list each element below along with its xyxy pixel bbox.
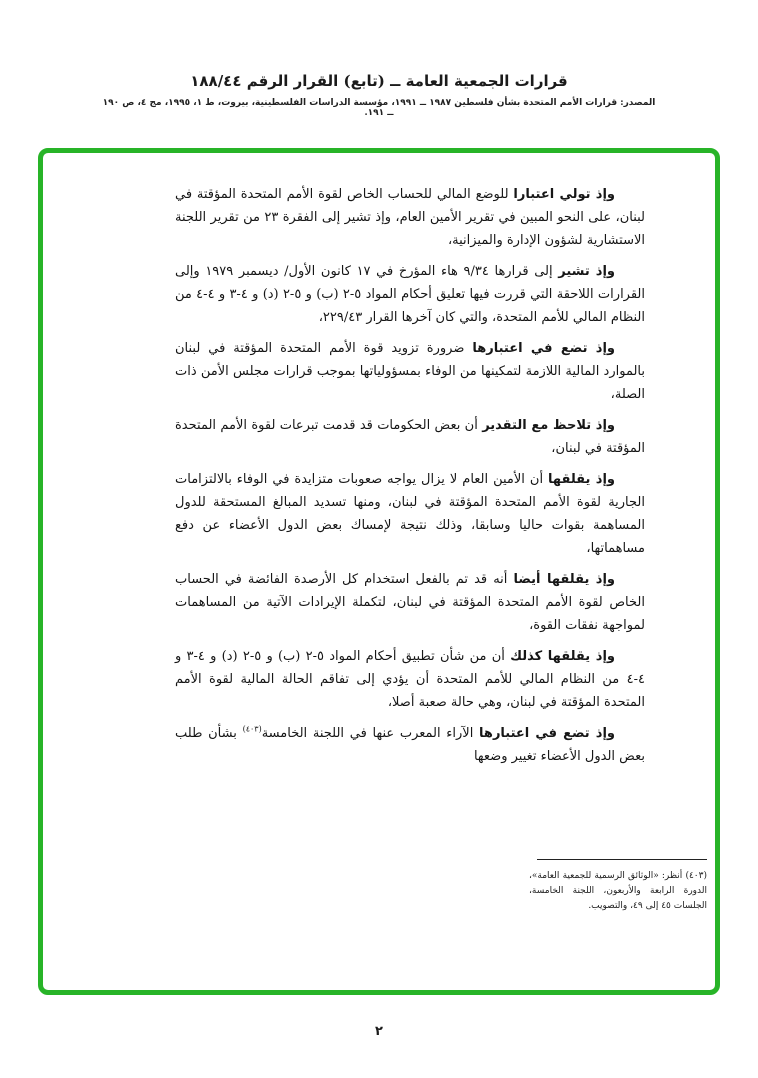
- footnote-divider: [537, 859, 707, 860]
- paragraph-lead: وإذ يقلقها: [548, 472, 615, 487]
- page-header: [0, 72, 758, 118]
- paragraph-lead: وإذ تولي اعتبارا: [513, 187, 615, 202]
- paragraph-lead: وإذ تضع في اعتبارها: [479, 726, 615, 741]
- paragraph-lead: وإذ تضع في اعتبارها: [472, 341, 616, 356]
- paragraph-text: للوضع المالي للحساب الخاص لقوة الأمم المتحدة المؤقتة في لبنان، على النحو المبين في تقرير الأمين العام، وإذ تشير إلى الفقرة ٢٣ من تقرير اللجنة الاستشارية لشؤون الإدارة والميزانية،: [175, 187, 646, 248]
- paragraph-text: أنه قد تم بالفعل استخدام كل الأرصدة الفائضة في الحساب الخاص لقوة الأمم المتحدة المؤقتة في لبنان، لتكملة الإيرادات الآتية من المساهمات لمواجهة نفقات القوة،: [175, 572, 645, 633]
- paragraph-text: إلى قرارها ٩/٣٤ هاء المؤرخ في ١٧ كانون الأول/ ديسمبر ١٩٧٩ وإلى القرارات اللاحقة التي قررت فيها تعليق أحكام المواد ٥-٢ (ب) و ٥-٢ (د) و ٤-٣ و ٤-٤ من النظام المالي للأمم المتحدة، والتي كان آخرها القرار ٢٢٩/٤٣،: [175, 264, 645, 325]
- resolution-paragraph: [175, 337, 645, 406]
- resolution-paragraph: [175, 183, 645, 252]
- paragraph-lead: وإذ تلاحظ مع التقدير: [482, 418, 616, 433]
- footnote-block: [529, 859, 707, 914]
- footnote-body: أنظر: «الوثائق الرسمية للجمعية العامة»، الدورة الرابعة والأربعون، اللجنة الخامسة، الجلسات ٤٥ إلى ٤٩، والتصويب.: [529, 871, 707, 911]
- green-highlight-frame: [38, 148, 720, 995]
- source-line: المصدر: قرارات الأمم المتحدة بشأن فلسطين ١٩٨٧ ــ ١٩٩١، مؤسسة الدراسات الفلسطينية، بيروت، ط ١، ١٩٩٥، مج ٤، ص ١٩٠ ــ ١٩١.: [102, 98, 656, 118]
- resolution-paragraph: [175, 645, 645, 714]
- paragraph-lead: وإذ تشير: [558, 264, 616, 279]
- paragraph-text: الآراء المعرب عنها في اللجنة الخامسة: [261, 726, 480, 741]
- paragraph-text: أن الأمين العام لا يزال يواجه صعوبات متزايدة في الوفاء بالالتزامات الجارية لقوة الأمم المتحدة المؤقتة في لبنان، ومنها تسديد المبالغ المستحقة للدول المساهمة بقوات حاليا وسابقا، وذلك نتيجة لإمساك بعض الدول الأعضاء عن دفع مساهماتها،: [175, 472, 645, 556]
- paragraph-text: أن من شأن تطبيق أحكام المواد ٥-٢ (ب) و ٥-٢ (د) و ٤-٣ و ٤-٤ من النظام المالي للأمم المتحدة أن يؤدي إلى تفاقم الحالة المالية لقوة الأمم المتحدة المؤقتة في لبنان، وهي حالة صعبة أصلا،: [175, 649, 645, 710]
- paragraph-text: أن بعض الحكومات قد قدمت تبرعات لقوة الأمم المتحدة المؤقتة في لبنان،: [175, 418, 645, 456]
- paragraph-text: ضرورة تزويد قوة الأمم المتحدة المؤقتة في لبنان بالموارد المالية اللازمة لتمكينها من الوفاء بمسؤولياتها بموجب قرارات مجلس الأمن ذات الصلة،: [175, 341, 645, 402]
- paragraph-lead: وإذ يقلقها أيضا: [513, 572, 615, 587]
- resolution-body: [175, 183, 645, 776]
- paragraph-lead: وإذ يقلقها كذلك: [510, 649, 616, 664]
- footnote-marker: (٤٠٣): [685, 871, 707, 881]
- paragraph-text: بشأن طلب بعض الدول الأعضاء تغيير وضعها: [175, 726, 645, 764]
- document-title: قرارات الجمعية العامة ــ (تابع) القرار الرقم ١٨٨/٤٤: [190, 72, 568, 90]
- resolution-paragraph: [175, 722, 645, 768]
- resolution-paragraph: [175, 468, 645, 560]
- resolution-paragraph: [175, 414, 645, 460]
- resolution-paragraph: [175, 260, 645, 329]
- footnote-reference: (٤٠٣): [242, 724, 262, 734]
- footnote-text: [529, 869, 707, 914]
- resolution-paragraph: [175, 568, 645, 637]
- page-number: ٢: [375, 1024, 383, 1039]
